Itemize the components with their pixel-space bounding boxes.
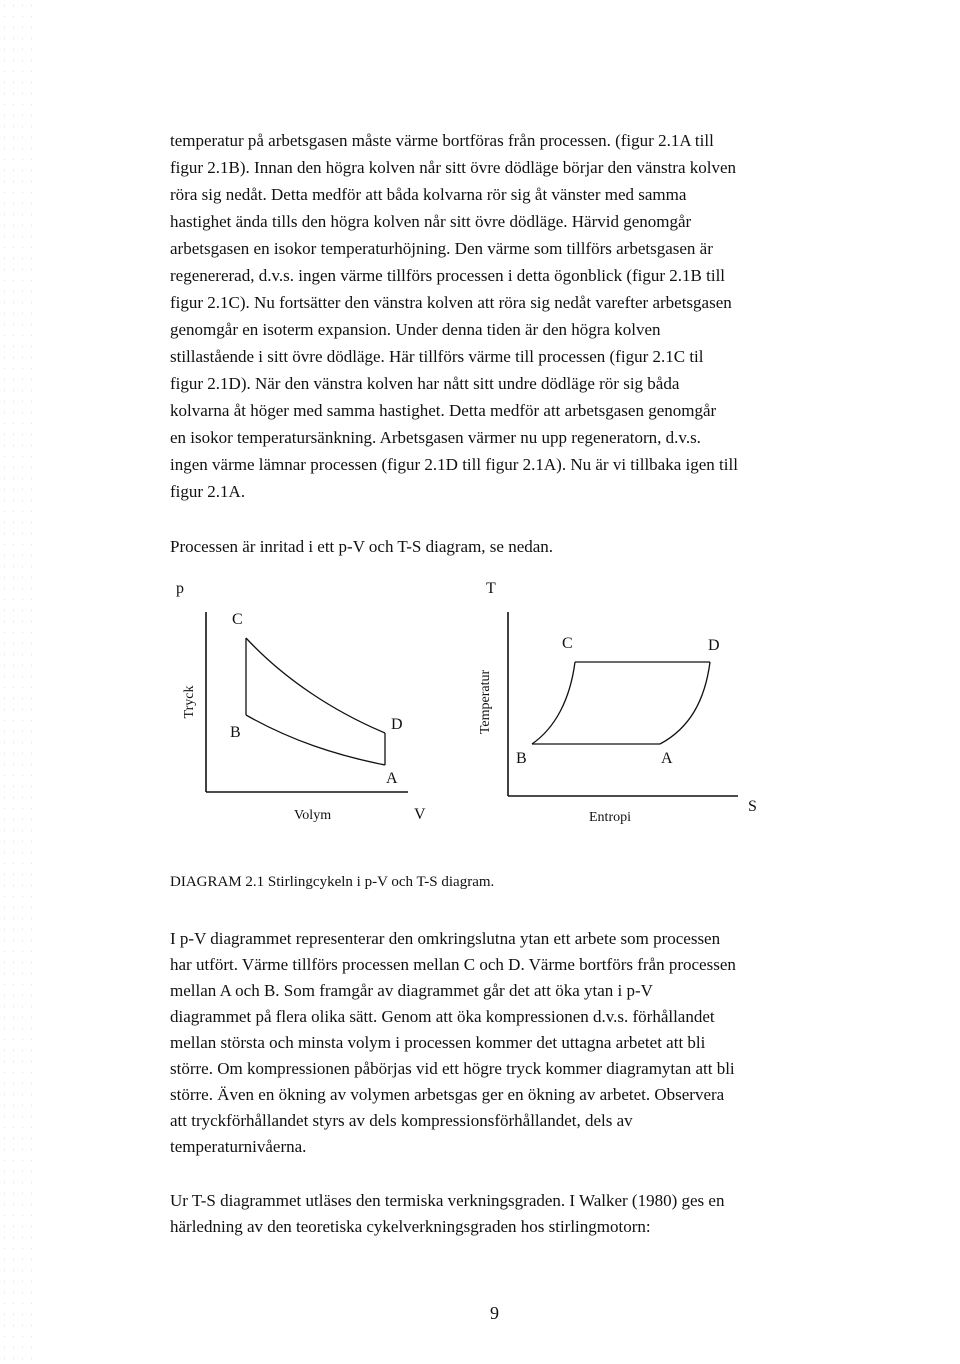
text-line: I p-V diagrammet representerar den omkringslutna ytan ett arbete som processen xyxy=(170,929,721,948)
text-line: kolvarna åt höger med samma hastighet. Detta medför att arbetsgasen genomgår xyxy=(170,401,717,420)
pv-ylabel: Tryck xyxy=(182,685,197,719)
text-line: figur 2.1D). När den vänstra kolven har nått sitt undre dödläge rör sig båda xyxy=(170,374,680,393)
text-line: figur 2.1B). Innan den högra kolven når sitt övre dödläge börjar den vänstra kolven xyxy=(170,158,737,177)
text-line: mellan A och B. Som framgår av diagrammet går det att öka ytan i p-V xyxy=(170,981,653,1000)
text-line: att tryckförhållandet styrs av dels kompressionsförhållandet, dels av xyxy=(170,1111,633,1130)
ts-cycle xyxy=(532,662,710,744)
text-line: figur 2.1C). Nu fortsätter den vänstra kolven att röra sig nedåt varefter arbetsgasen xyxy=(170,293,732,312)
ts-point-d: D xyxy=(708,637,720,654)
ts-axes xyxy=(508,612,738,796)
pv-point-c: C xyxy=(232,611,243,628)
ts-xlabel: Entropi xyxy=(589,810,631,825)
text-line: temperaturnivåerna. xyxy=(170,1137,307,1156)
ts-point-b: B xyxy=(516,750,527,767)
text-line: mellan största och minsta volym i processen kommer det uttagna arbetet att bli xyxy=(170,1033,706,1052)
text-line: temperatur på arbetsgasen måste värme bortföras från processen. (figur 2.1A till xyxy=(170,131,714,150)
pv-axis-p-label: p xyxy=(176,580,184,597)
figure-caption: DIAGRAM 2.1 Stirlingcykeln i p-V och T-S diagram. xyxy=(170,874,495,890)
ts-point-c: C xyxy=(562,635,573,652)
pv-xlabel: Volym xyxy=(294,808,332,823)
ts-axis-s-label: S xyxy=(748,798,757,815)
text-line: stillastående i sitt övre dödläge. Här tillförs värme till processen (figur 2.1C til xyxy=(170,347,704,366)
pv-axes xyxy=(206,612,408,792)
ts-axis-t-label: T xyxy=(486,580,496,597)
pv-axis-v-label: V xyxy=(414,806,426,823)
text-line: en isokor temperatursänkning. Arbetsgasen värmer nu upp regeneratorn, d.v.s. xyxy=(170,428,701,447)
text-line: diagrammet på flera olika sätt. Genom att öka kompressionen d.v.s. förhållandet xyxy=(170,1007,715,1026)
ts-point-a: A xyxy=(661,750,673,767)
ts-ylabel: Temperatur xyxy=(478,669,493,735)
text-line: ingen värme lämnar processen (figur 2.1D till figur 2.1A). Nu är vi tillbaka igen till xyxy=(170,455,738,474)
intro-line: Processen är inritad i ett p-V och T-S diagram, se nedan. xyxy=(170,537,554,556)
text-line: hastighet ända tills den högra kolven når sitt övre dödläge. Härvid genomgår xyxy=(170,212,692,231)
text-line: arbetsgasen en isokor temperaturhöjning. Den värme som tillförs arbetsgasen är xyxy=(170,239,713,258)
text-line: större. Om kompressionen påbörjas vid ett högre tryck kommer diagramytan att bli xyxy=(170,1059,735,1078)
pv-cycle xyxy=(246,638,385,765)
text-line: härledning av den teoretiska cykelverkningsgraden hos stirlingmotorn: xyxy=(170,1217,651,1236)
pv-point-a: A xyxy=(386,770,398,787)
text-line: regenererad, d.v.s. ingen värme tillförs processen i detta ögonblick (figur 2.1B till xyxy=(170,266,726,285)
text-line: figur 2.1A. xyxy=(170,482,246,501)
text-line: större. Även en ökning av volymen arbetsgas ger en ökning av arbetet. Observera xyxy=(170,1085,725,1104)
text-line: genomgår en isoterm expansion. Under denna tiden är den högra kolven xyxy=(170,320,661,339)
pv-point-d: D xyxy=(391,716,403,733)
text-line: Ur T-S diagrammet utläses den termiska verkningsgraden. I Walker (1980) ges en xyxy=(170,1191,725,1210)
page-number: 9 xyxy=(490,1303,499,1323)
pv-point-b: B xyxy=(230,724,241,741)
text-line: har utfört. Värme tillförs processen mellan C och D. Värme bortförs från processen xyxy=(170,955,736,974)
text-line: röra sig nedåt. Detta medför att båda kolvarna rör sig åt vänster med samma xyxy=(170,185,687,204)
